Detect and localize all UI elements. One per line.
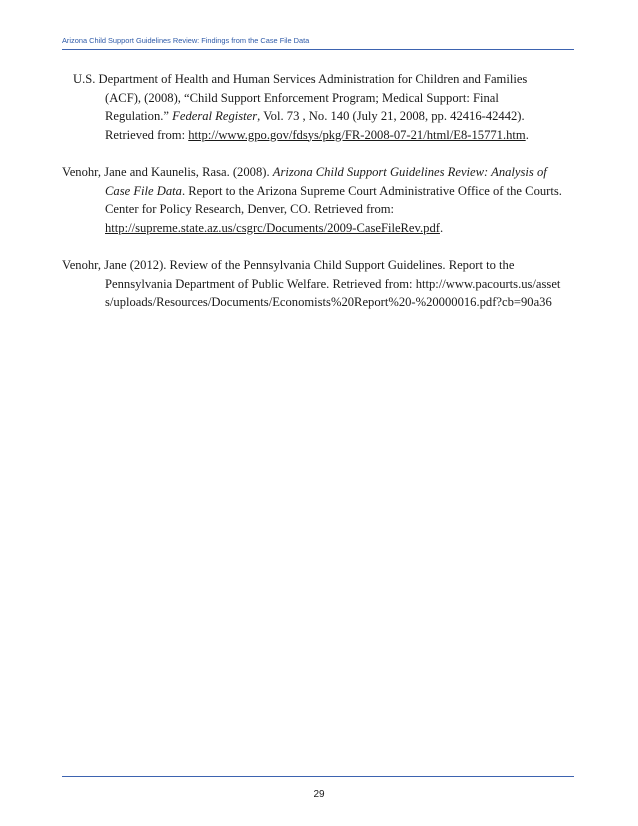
running-header: Arizona Child Support Guidelines Review: Findings from the Case File Data: [62, 36, 310, 45]
reference-link[interactable]: http://supreme.state.az.us/csgrc/Documents/2009-CaseFileRev.pdf: [105, 220, 440, 235]
header-rule: [62, 49, 574, 50]
reference-italic-title: Arizona Child Support Guidelines Review: Analysis of Case File Data: [105, 165, 547, 198]
page-number: 29: [313, 789, 325, 800]
reference-url-text: http://www.pacourts.us/assets/uploads/Resources/Documents/Economists%20Report%20-%20000016.pdf?cb=90a36: [105, 276, 561, 309]
reference-link[interactable]: http://www.gpo.gov/fdsys/pkg/FR-2008-07-21/html/E8-15771.htm: [188, 127, 526, 142]
reference-italic-title: Federal Register: [172, 109, 258, 123]
reference-list: [62, 70, 562, 331]
reference-venohr-kaunelis-2008: [62, 163, 562, 237]
reference-text: Venohr, Jane (2012). Review of the Pennsylvania Child Support Guidelines. Report to the Pennsylvania Department of Public Welfare. Retrieved from:: [62, 258, 515, 291]
reference-text: Venohr, Jane and Kaunelis, Rasa. (2008).: [62, 165, 273, 179]
reference-text: U.S. Department of Health and Human Services Administration for Children and Families (ACF), (2008), “Child Support Enforcement Program; Medical Support: Final Regulation.”: [73, 72, 528, 123]
reference-hhs-acf: [62, 70, 562, 144]
reference-text: , Vol. 73 , No. 140 (July 21, 2008, pp. 42416-42442). Retrieved from:: [105, 109, 525, 142]
reference-punctuation: .: [439, 220, 444, 235]
footer-rule: [62, 776, 574, 777]
reference-venohr-2012: [62, 256, 562, 312]
reference-text: . Report to the Arizona Supreme Court Administrative Office of the Courts. Center for Policy Research, Denver, CO. Retrieved from:: [105, 183, 562, 216]
reference-punctuation: .: [525, 127, 529, 142]
